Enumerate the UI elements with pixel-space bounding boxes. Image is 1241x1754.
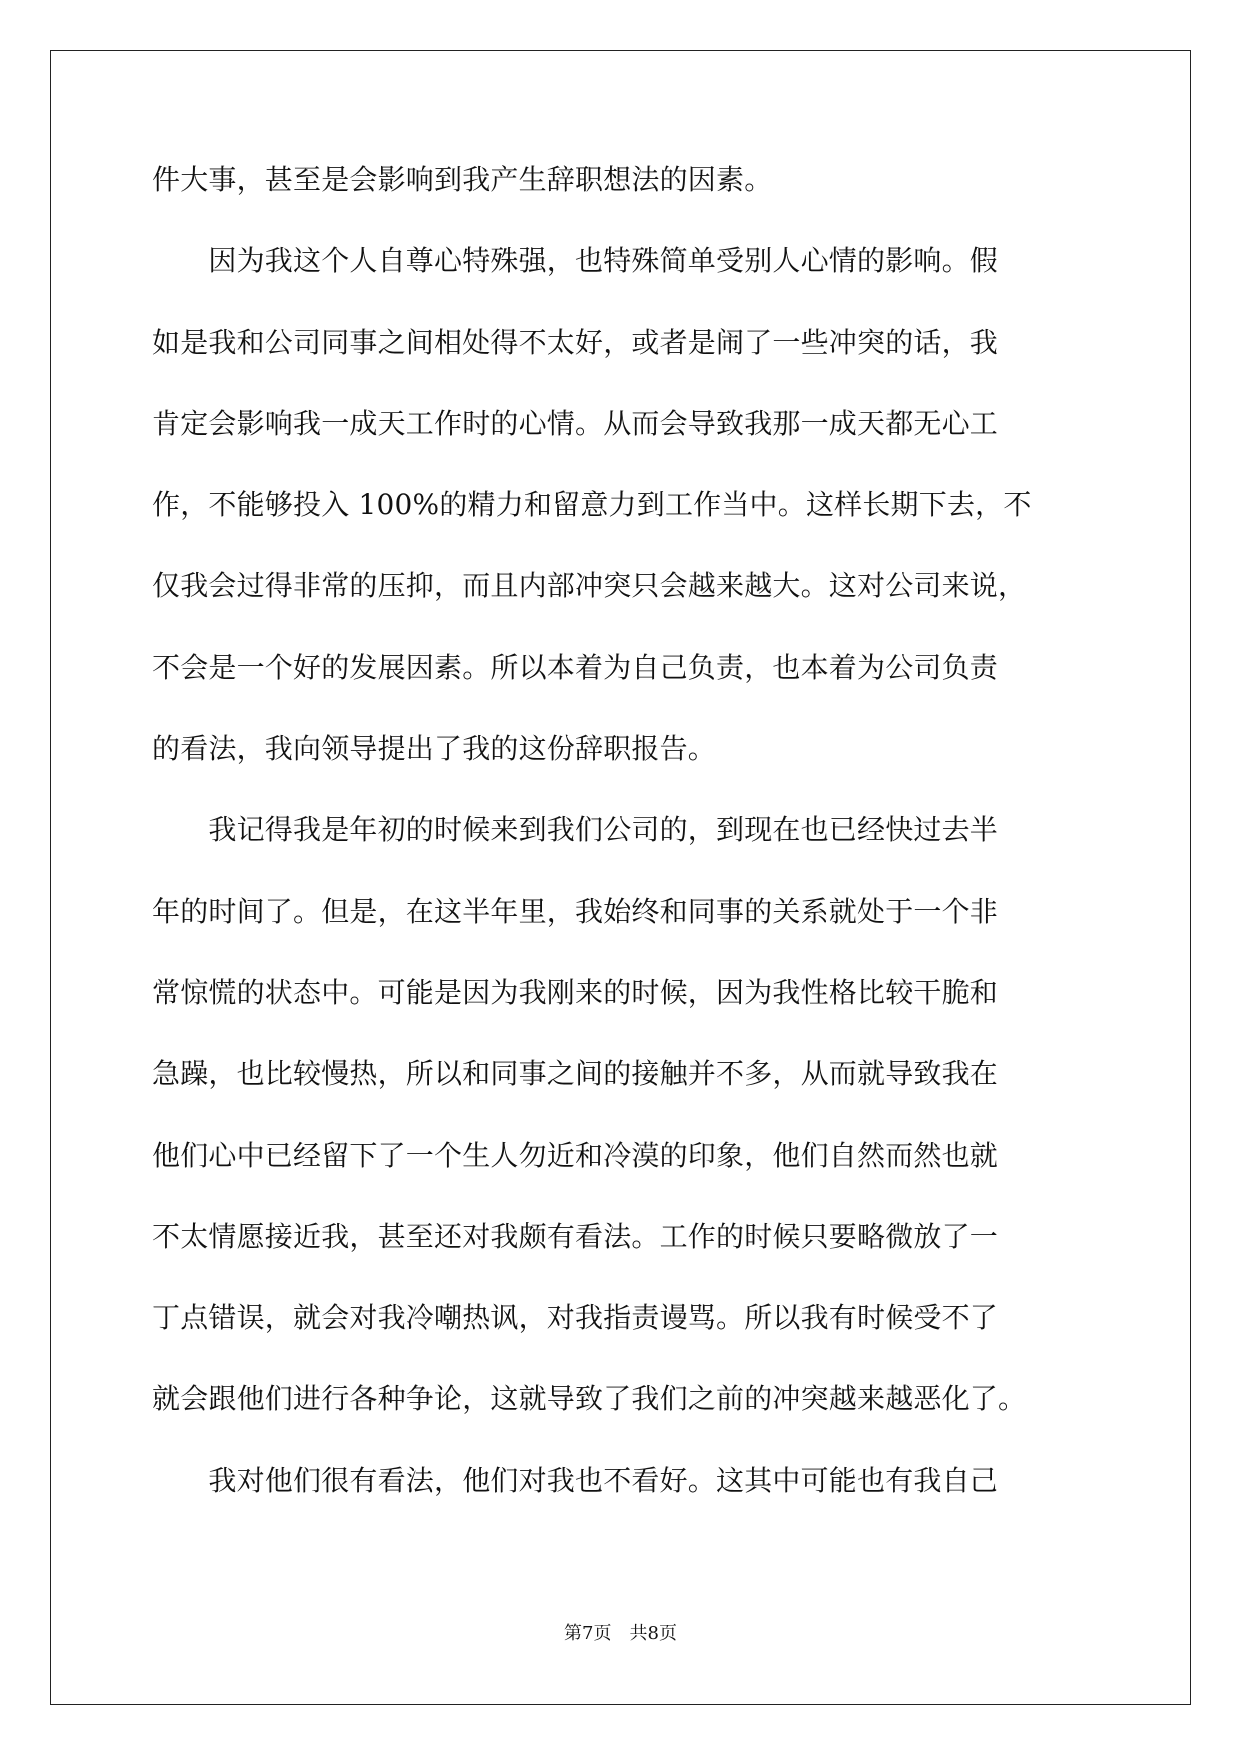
text-line: 年的时间了。但是，在这半年里，我始终和同事的关系就处于一个非 xyxy=(152,894,999,928)
text-line: 仅我会过得非常的压抑，而且内部冲突只会越来越大。这对公司来说， xyxy=(152,569,1027,603)
text-line: 不太情愿接近我，甚至还对我颇有看法。工作的时候只要略微放了一 xyxy=(152,1219,999,1253)
text-line: 不会是一个好的发展因素。所以本着为自己负责，也本着为公司负责 xyxy=(152,650,999,684)
text-line: 作，不能够投入 100%的精力和留意力到工作当中。这样长期下去，不 xyxy=(152,488,1032,522)
text-line: 我记得我是年初的时候来到我们公司的，到现在也已经快过去半 xyxy=(152,813,999,847)
text-line: 他们心中已经留下了一个生人勿近和冷漠的印象，他们自然而然也就 xyxy=(152,1138,999,1172)
page-number-footer: 第7页 共8页 xyxy=(564,1623,677,1644)
text-line: 因为我这个人自尊心特殊强，也特殊简单受别人心情的影响。假 xyxy=(152,244,999,278)
text-line: 丁点错误，就会对我冷嘲热讽，对我指责谩骂。所以我有时候受不了 xyxy=(152,1301,999,1335)
text-line: 常惊慌的状态中。可能是因为我刚来的时候，因为我性格比较干脆和 xyxy=(152,975,999,1009)
text-line: 件大事，甚至是会影响到我产生辞职想法的因素。 xyxy=(152,163,773,196)
text-line: 的看法，我向领导提出了我的这份辞职报告。 xyxy=(152,732,717,766)
text-line: 急躁，也比较慢热，所以和同事之间的接触并不多，从而就导致我在 xyxy=(152,1057,999,1091)
text-line: 如是我和公司同事之间相处得不太好，或者是闹了一些冲突的话，我 xyxy=(152,325,999,359)
text-line: 我对他们很有看法，他们对我也不看好。这其中可能也有我自己 xyxy=(152,1463,999,1497)
text-line: 就会跟他们进行各种争论，这就导致了我们之前的冲突越来越恶化了。 xyxy=(152,1382,1027,1416)
text-line: 肯定会影响我一成天工作时的心情。从而会导致我那一成天都无心工 xyxy=(152,406,999,440)
document-body xyxy=(152,160,1092,1542)
